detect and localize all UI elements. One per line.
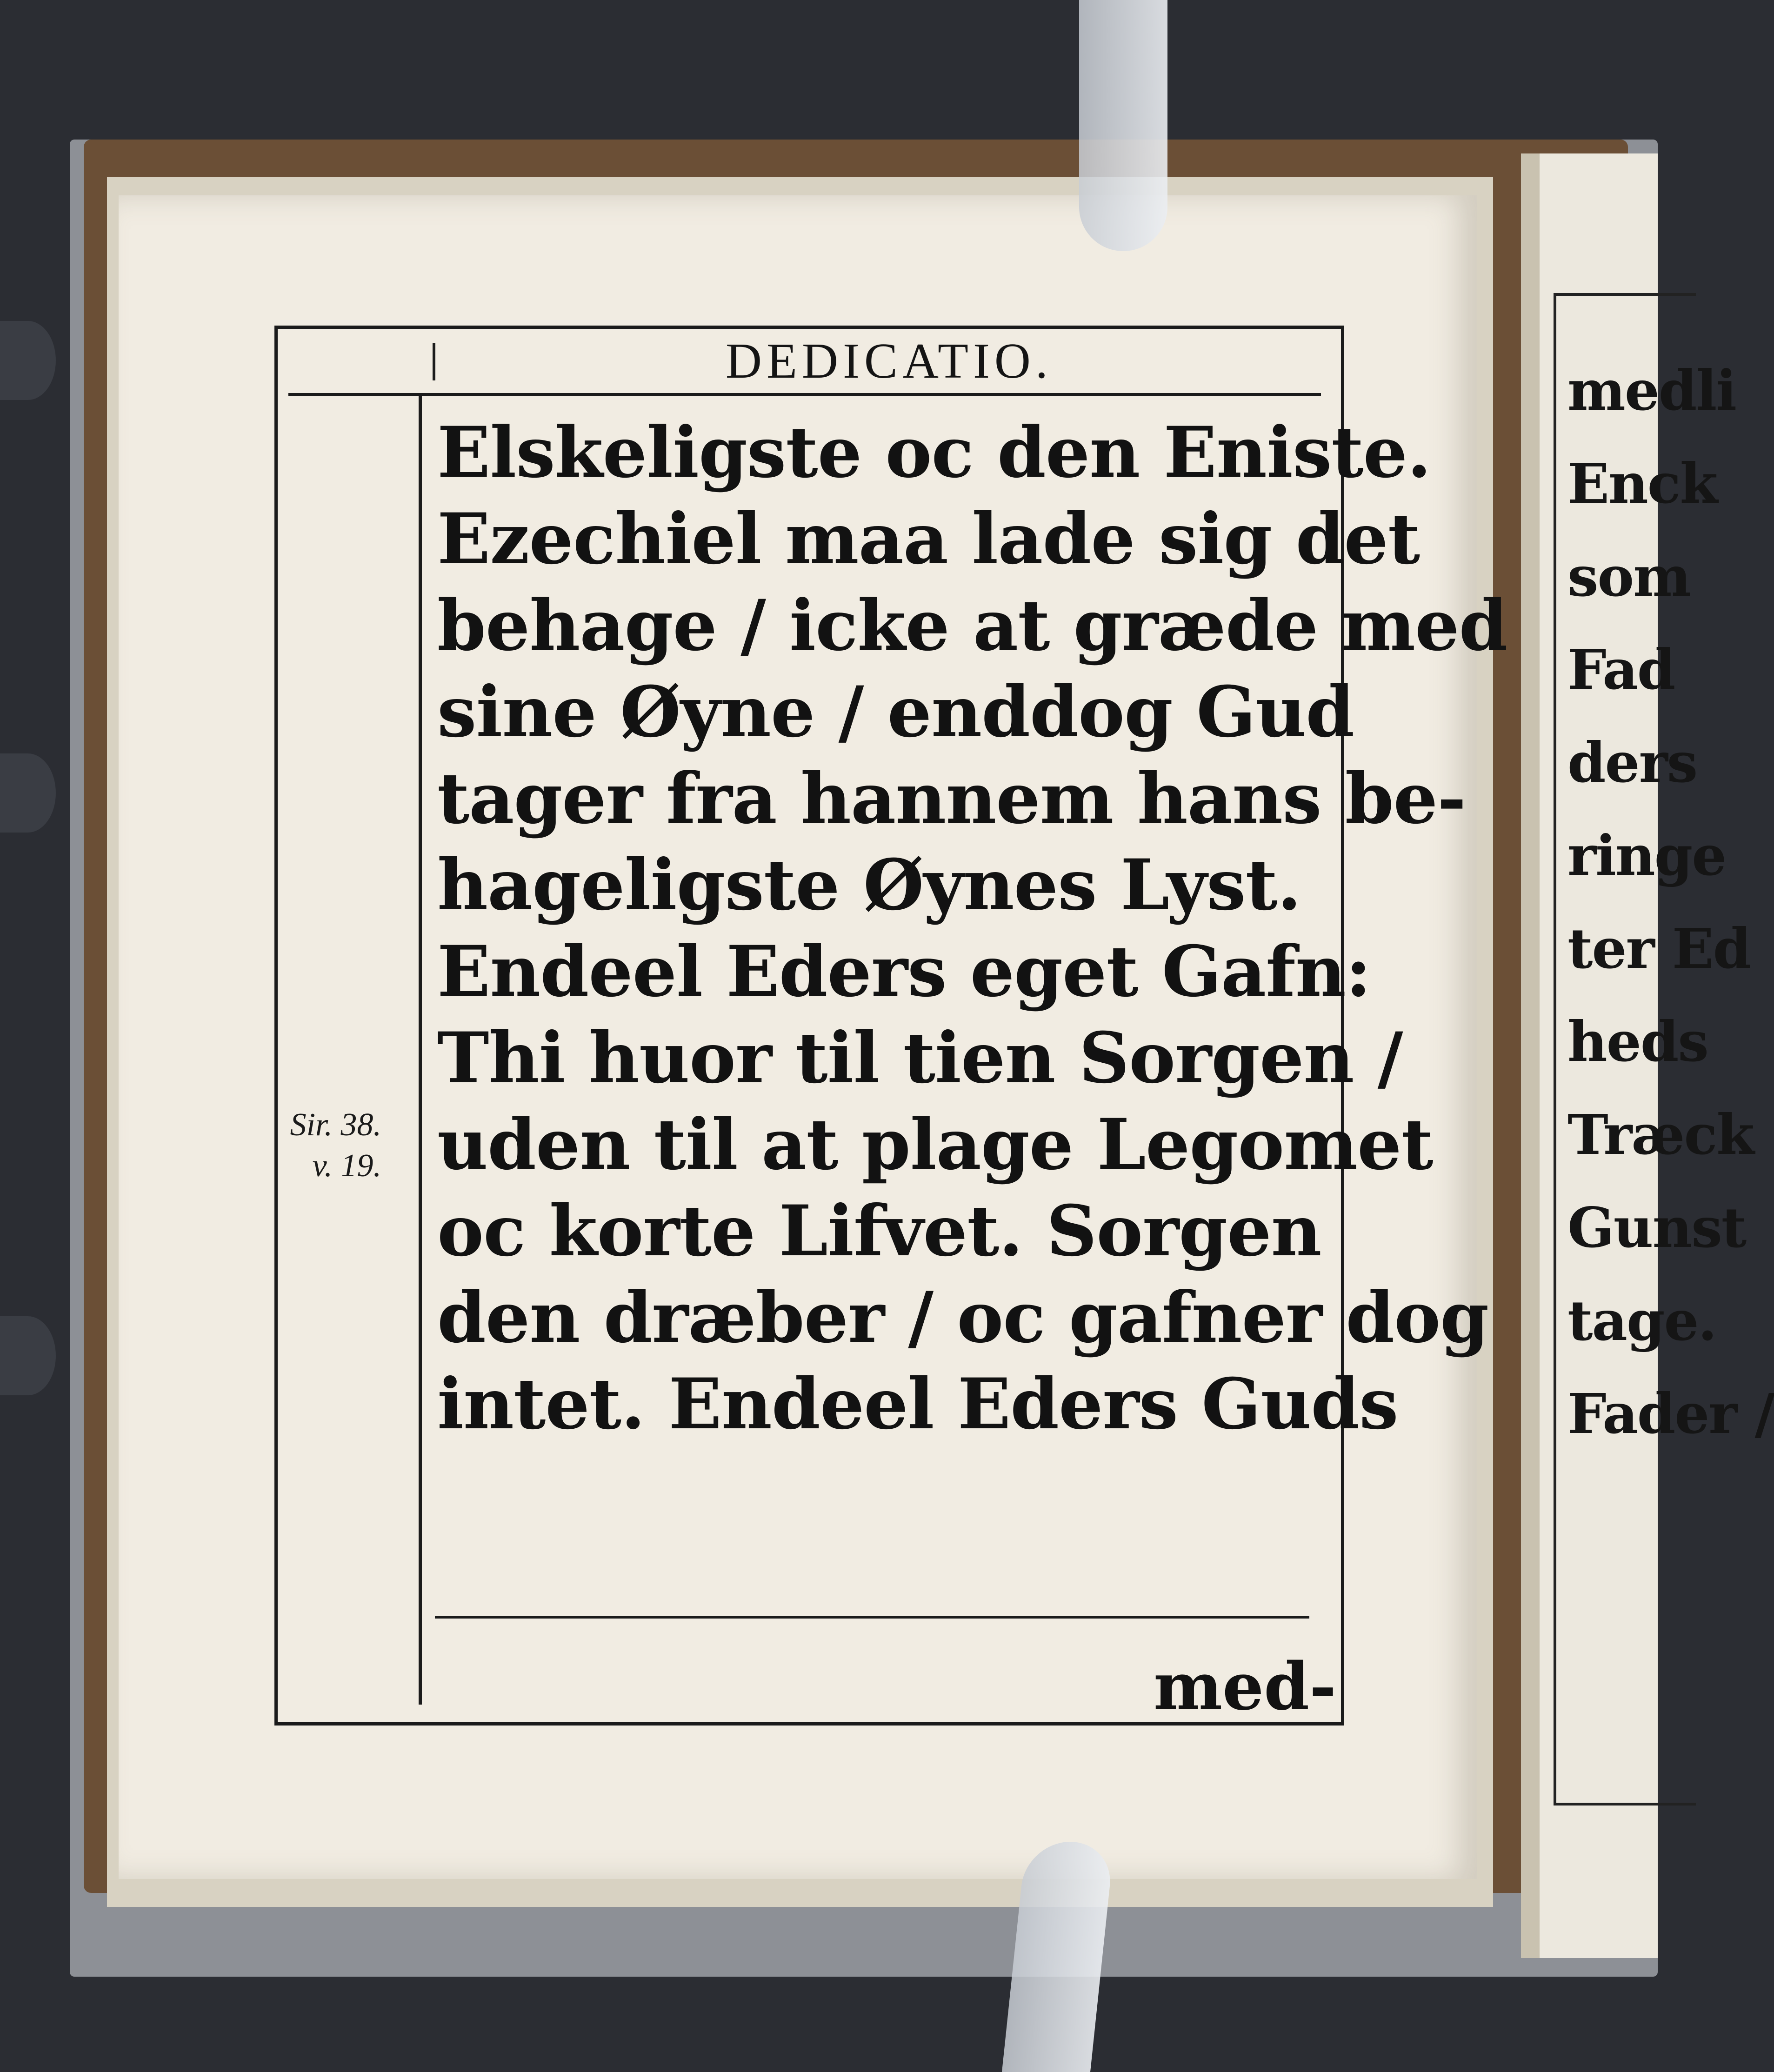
header-tick — [433, 343, 435, 380]
clamp — [0, 1316, 56, 1395]
text-line: oc korte Lifvet. Sorgen — [437, 1190, 1321, 1272]
facing-line: Fad — [1567, 637, 1675, 702]
facing-line: tage. — [1567, 1288, 1716, 1353]
facing-line: ders — [1567, 730, 1697, 795]
facing-line: medli — [1567, 358, 1736, 423]
margin-rule — [419, 393, 422, 1705]
facing-line: Træck — [1567, 1102, 1754, 1167]
clamp — [0, 753, 56, 833]
text-line: Endeel Eders eget Gafn: — [437, 931, 1371, 1013]
catchword: med- — [1154, 1649, 1337, 1725]
footer-rule — [435, 1616, 1309, 1619]
facing-page — [1521, 153, 1774, 1958]
running-head: DEDICATIO. — [726, 333, 1053, 389]
text-line: hageligste Øynes Lyst. — [437, 844, 1301, 926]
marginal-note-line: Sir. 38. — [290, 1107, 381, 1143]
text-line: tager fra hannem hans be- — [437, 758, 1466, 839]
facing-line: som — [1567, 544, 1690, 609]
facing-line: ter Ed — [1567, 916, 1751, 981]
body-text — [437, 409, 1507, 1447]
marginal-note — [288, 1105, 381, 1186]
facing-line: Enck — [1567, 451, 1717, 516]
header-rule — [288, 393, 1321, 396]
text-line: den dræber / oc gafner dog — [437, 1277, 1489, 1359]
text-line: uden til at plage Legomet — [437, 1104, 1433, 1186]
text-line: Thi huor til tien Sorgen / — [437, 1017, 1403, 1099]
facing-line: Gunst — [1567, 1195, 1746, 1260]
glass-weight — [1079, 0, 1167, 251]
text-line: Ezechiel maa lade sig det — [437, 498, 1420, 580]
marginal-note-line: v. 19. — [312, 1148, 381, 1184]
facing-line: heds — [1567, 1009, 1708, 1074]
text-line: intet. Endeel Eders Guds — [437, 1363, 1398, 1445]
facing-line: ringe — [1567, 823, 1726, 888]
text-line: behage / icke at græde med — [437, 585, 1507, 666]
text-line: Elskeligste oc den Eniste. — [437, 412, 1431, 493]
facing-line: Fader / — [1567, 1381, 1774, 1446]
text-line: sine Øyne / enddog Gud — [437, 671, 1354, 753]
clamp — [0, 321, 56, 400]
